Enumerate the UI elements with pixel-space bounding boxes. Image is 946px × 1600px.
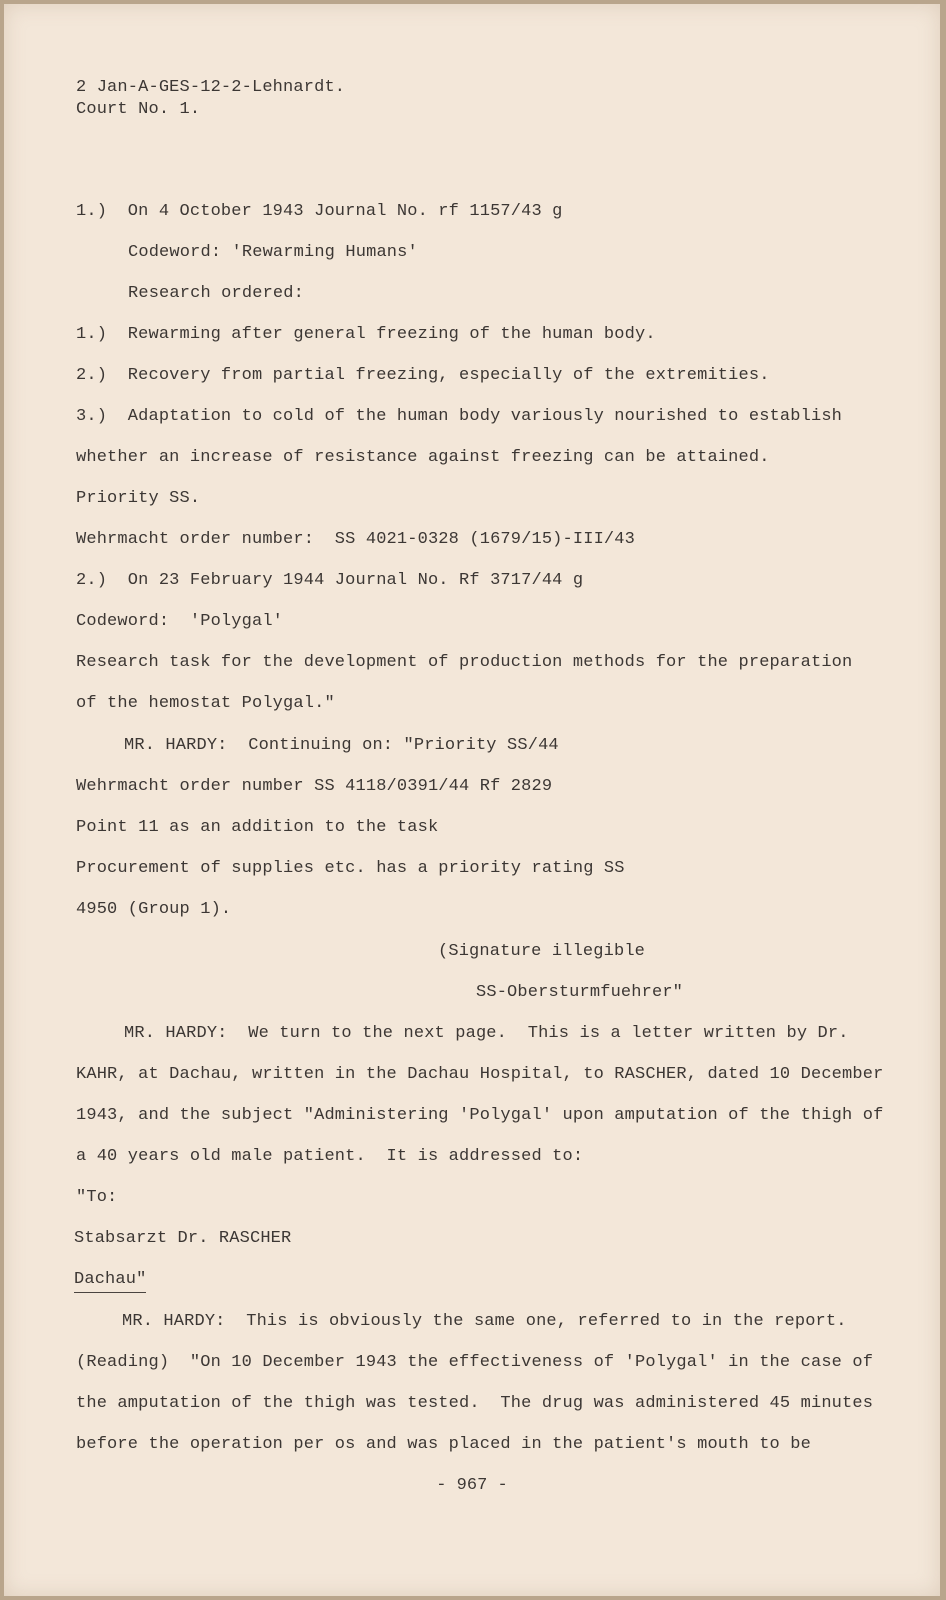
text-line: 2.) On 23 February 1944 Journal No. Rf 3717/44 g [76, 571, 584, 590]
text-line: Research ordered: [128, 284, 304, 303]
text-line: Research task for the development of production methods for the preparation [76, 653, 853, 672]
text-line: MR. HARDY: Continuing on: "Priority SS/44 [124, 736, 559, 755]
text-line: (Reading) "On 10 December 1943 the effectiveness of 'Polygal' in the case of [76, 1353, 874, 1372]
text-line: KAHR, at Dachau, written in the Dachau Hospital, to RASCHER, dated 10 December [76, 1065, 884, 1084]
signature-rank: SS-Obersturmfuehrer" [476, 983, 684, 1002]
text-line: 1.) On 4 October 1943 Journal No. rf 1157/43 g [76, 202, 563, 221]
text-line: Codeword: 'Polygal' [76, 612, 284, 631]
text-line: of the hemostat Polygal." [76, 694, 335, 713]
text-line: 1.) Rewarming after general freezing of the human body. [76, 325, 656, 344]
text-line: Wehrmacht order number SS 4118/0391/44 Rf 2829 [76, 777, 553, 796]
text-line: whether an increase of resistance against freezing can be attained. [76, 448, 770, 467]
doc-reference: 2 Jan-A-GES-12-2-Lehnardt. [76, 78, 346, 97]
text-line: Wehrmacht order number: SS 4021-0328 (1679/15)-III/43 [76, 530, 635, 549]
text-line: MR. HARDY: This is obviously the same one, referred to in the report. [122, 1312, 847, 1331]
text-line: Procurement of supplies etc. has a priority rating SS [76, 859, 625, 878]
document-page [4, 4, 940, 1596]
text-line: Point 11 as an addition to the task [76, 818, 439, 837]
text-line: "To: [76, 1188, 118, 1207]
text-line: 3.) Adaptation to cold of the human body variously nourished to establish [76, 407, 843, 426]
text-line: a 40 years old male patient. It is addressed to: [76, 1147, 584, 1166]
court-number: Court No. 1. [76, 100, 201, 119]
text-line: Priority SS. [76, 489, 201, 508]
text-line: 1943, and the subject "Administering 'Polygal' upon amputation of the thigh of [76, 1106, 884, 1125]
text-line: before the operation per os and was placed in the patient's mouth to be [76, 1435, 811, 1454]
signature-note: (Signature illegible [438, 942, 646, 961]
page-number: - 967 - [436, 1476, 508, 1495]
text-line: Codeword: 'Rewarming Humans' [128, 243, 418, 262]
text-line: 4950 (Group 1). [76, 900, 232, 919]
address-city: Dachau" [74, 1270, 146, 1293]
text-line: the amputation of the thigh was tested. The drug was administered 45 minutes [76, 1394, 874, 1413]
text-line: Stabsarzt Dr. RASCHER [74, 1229, 292, 1248]
text-line: 2.) Recovery from partial freezing, especially of the extremities. [76, 366, 770, 385]
text-line: MR. HARDY: We turn to the next page. This is a letter written by Dr. [124, 1024, 849, 1043]
